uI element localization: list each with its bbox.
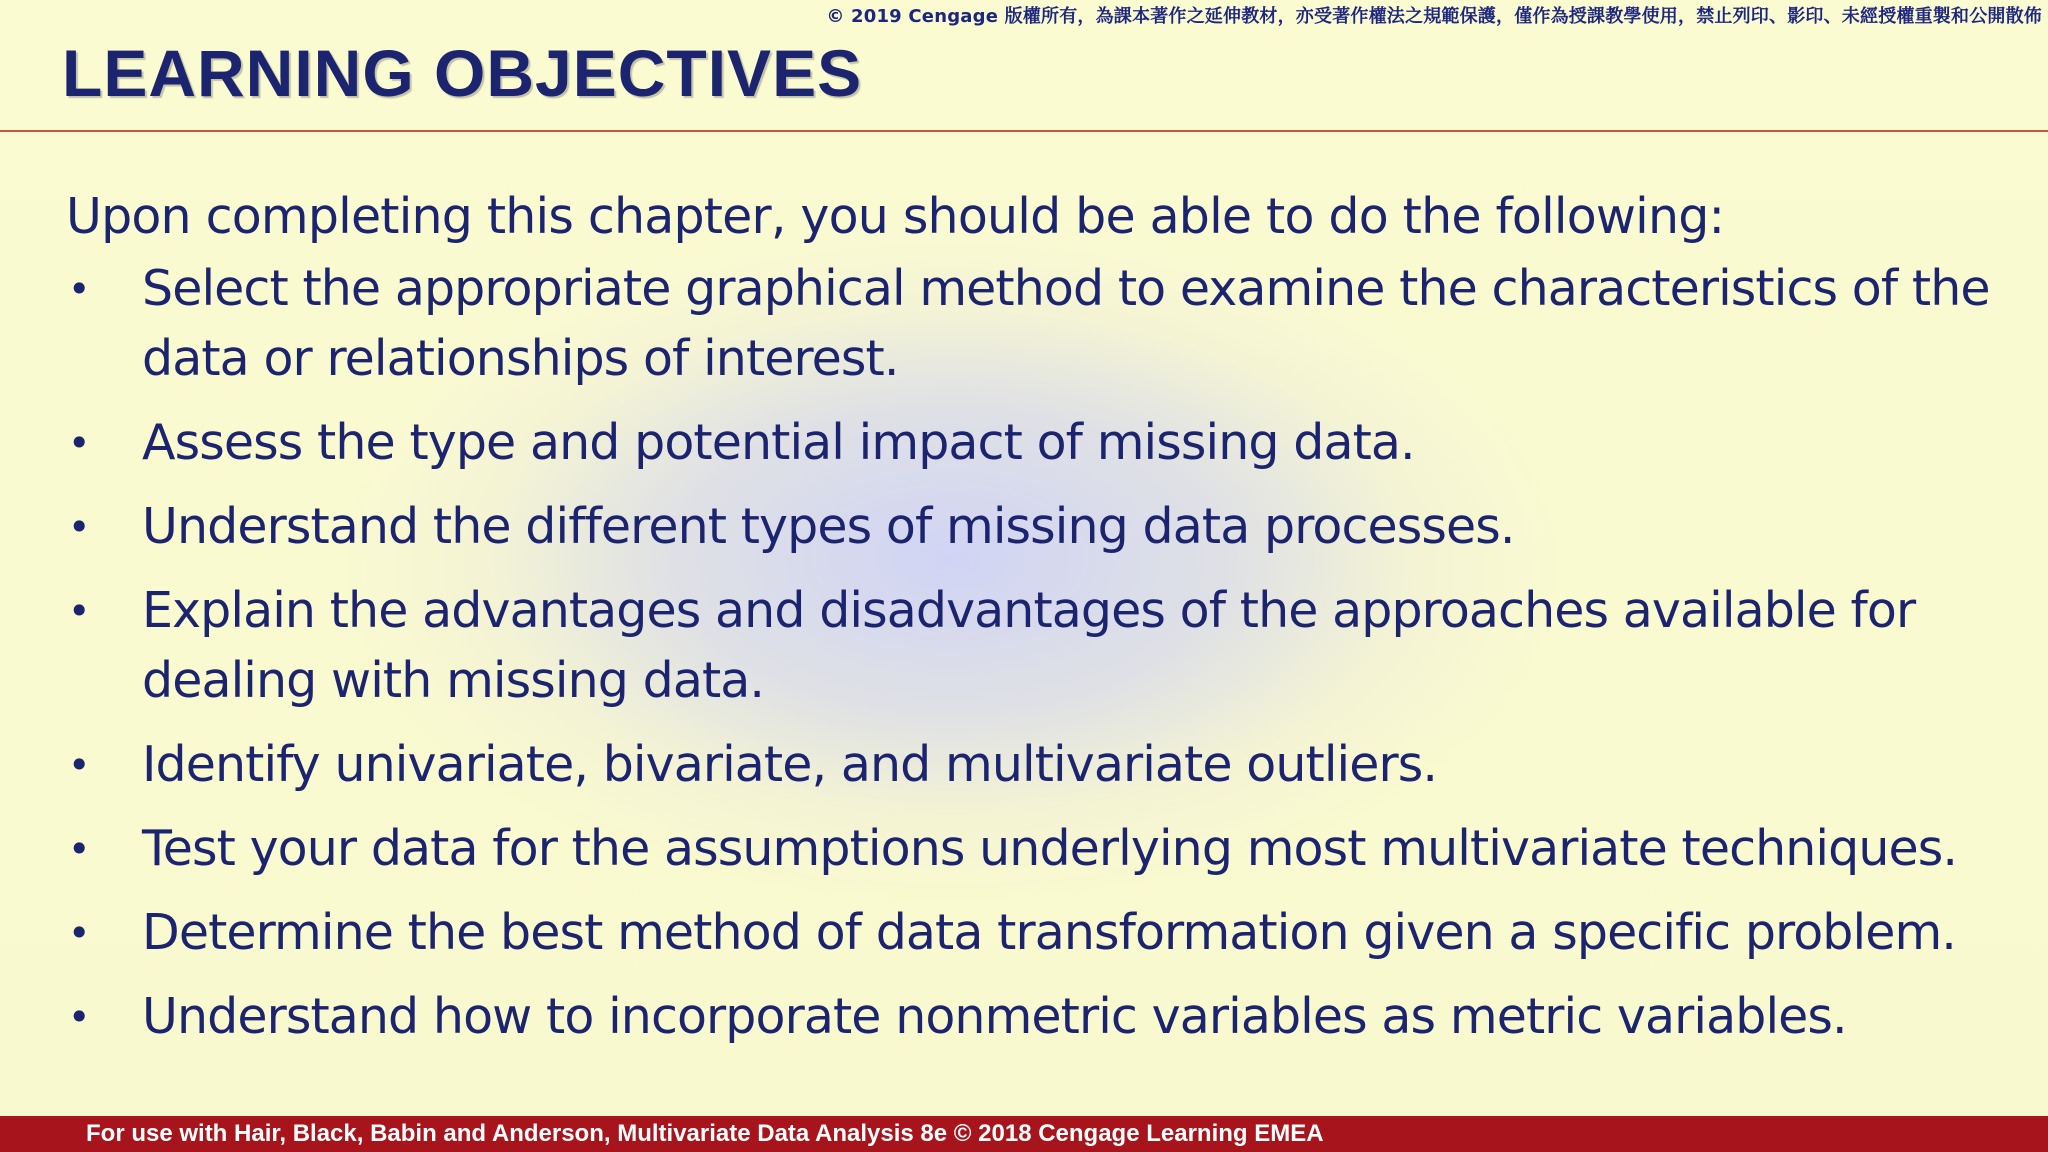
objective-item — [66, 408, 2016, 478]
title-divider — [0, 130, 2048, 132]
objective-text: Understand the different types of missing data processes. — [142, 498, 1515, 555]
slide-content — [66, 182, 2016, 1066]
footer-bar — [0, 1116, 2048, 1152]
bullet-icon: • — [68, 267, 90, 311]
objective-item — [66, 254, 2016, 394]
bullet-icon: • — [68, 505, 90, 549]
objective-item — [66, 814, 2016, 884]
bullet-icon: • — [68, 743, 90, 787]
footer-text: For use with Hair, Black, Babin and Anderson, Multivariate Data Analysis 8e © 2018 Cengage Learning EMEA — [86, 1120, 1324, 1147]
intro-text: Upon completing this chapter, you should be able to do the following: — [66, 188, 1725, 245]
objective-text: Assess the type and potential impact of missing data. — [142, 414, 1415, 471]
objective-text: Test your data for the assumptions underlying most multivariate techniques. — [142, 820, 1958, 877]
objective-text: Explain the advantages and disadvantages of the approaches available for dealing with missing data. — [142, 582, 1916, 709]
bullet-icon: • — [68, 589, 90, 633]
objective-text: Identify univariate, bivariate, and multivariate outliers. — [142, 736, 1438, 793]
objectives-list — [66, 254, 2016, 1052]
bullet-icon: • — [68, 911, 90, 955]
objective-text: Select the appropriate graphical method to examine the characteristics of the data or relationships of interest. — [142, 260, 1990, 387]
copyright-notice: © 2019 Cengage 版權所有，為課本著作之延伸教材，亦受著作權法之規範保護，僅作為授課教學使用，禁止列印、影印、未經授權重製和公開散佈 — [826, 6, 2042, 27]
objective-item — [66, 982, 2016, 1052]
bullet-icon: • — [68, 827, 90, 871]
objective-item — [66, 898, 2016, 968]
objective-item — [66, 492, 2016, 562]
objective-item — [66, 730, 2016, 800]
slide-title: LEARNING OBJECTIVES — [62, 36, 863, 110]
bullet-icon: • — [68, 421, 90, 465]
objective-item — [66, 576, 2016, 716]
bullet-icon: • — [68, 995, 90, 1039]
objective-text: Understand how to incorporate nonmetric variables as metric variables. — [142, 988, 1847, 1045]
objective-text: Determine the best method of data transformation given a specific problem. — [142, 904, 1956, 961]
